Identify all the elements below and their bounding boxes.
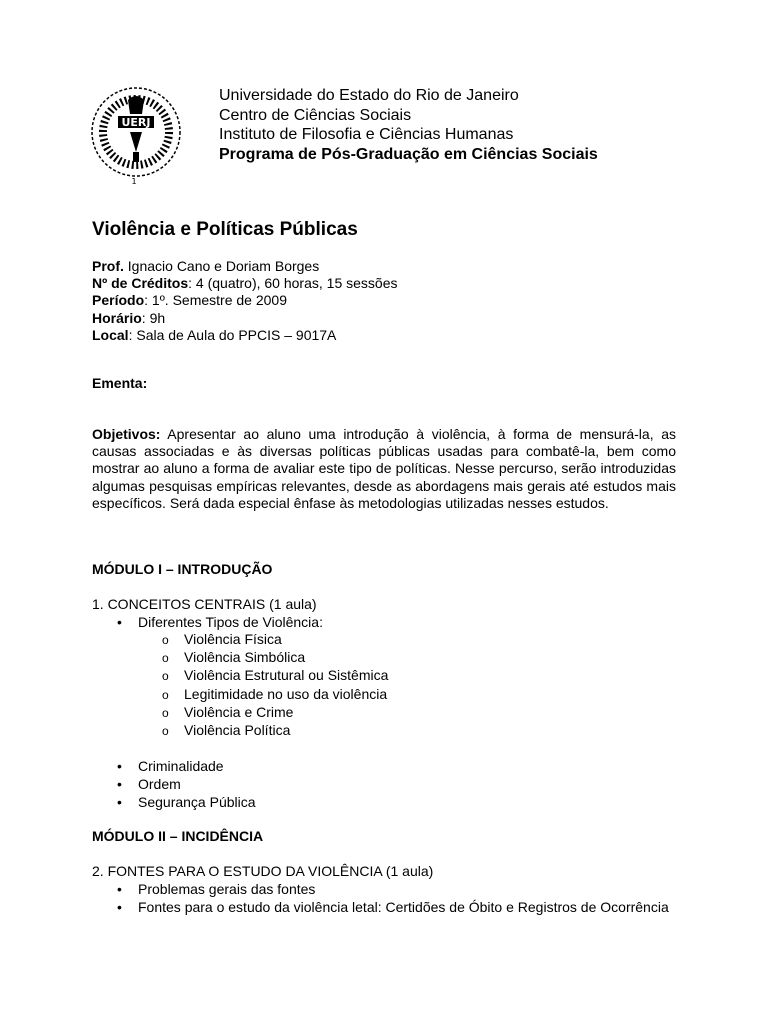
info-location-label: Local	[92, 326, 129, 343]
list-item	[114, 775, 694, 793]
sublist-item-text: Violência Estrutural ou Sistêmica	[184, 667, 389, 684]
list-item	[114, 880, 694, 898]
info-credits-label: Nº de Créditos	[92, 275, 189, 292]
info-schedule	[92, 310, 397, 327]
info-credits-value: : 4 (quatro), 60 horas, 15 sessões	[188, 275, 398, 292]
program-name: Programa de Pós-Graduação em Ciências Sociais	[219, 145, 598, 163]
sub-bullet-icon: o	[162, 633, 169, 647]
uerj-seal-logo	[88, 80, 190, 190]
info-credits	[92, 275, 397, 292]
module-2-heading: MÓDULO II – INCIDÊNCIA	[92, 828, 264, 844]
list-item	[114, 793, 694, 811]
info-professors-label: Prof.	[92, 258, 124, 274]
sublist-item	[160, 685, 388, 703]
bullet-icon: •	[117, 899, 122, 915]
sublist-item-text: Violência Política	[184, 722, 291, 739]
course-title: Violência e Políticas Públicas	[92, 219, 358, 240]
list-item	[114, 757, 694, 775]
module-1-concepts-list	[114, 757, 694, 811]
sublist-item	[160, 630, 388, 648]
objectives-paragraph	[92, 426, 676, 512]
university-name: Universidade do Estado do Rio de Janeiro	[219, 87, 519, 104]
sub-bullet-icon: o	[162, 687, 169, 702]
sublist-item-text: Violência Física	[184, 631, 282, 647]
bullet-icon: •	[117, 758, 122, 774]
info-location	[92, 327, 397, 344]
course-info	[92, 258, 397, 344]
module-1-heading: MÓDULO I – INTRODUÇÃO	[92, 561, 273, 577]
info-professors	[92, 258, 397, 275]
list-item	[114, 613, 694, 631]
institute-name: Instituto de Filosofia e Ciências Humanas	[219, 126, 514, 143]
ementa-heading: Ementa:	[92, 375, 148, 391]
section-2-title: 2. FONTES PARA O ESTUDO DA VIOLÊNCIA (1 aula)	[92, 863, 434, 879]
bullet-icon: •	[117, 881, 122, 897]
section-1-title: 1. CONCEITOS CENTRAIS (1 aula)	[92, 596, 317, 612]
info-professors-value: Ignacio Cano e Doriam Borges	[123, 258, 320, 274]
list-item-text: Criminalidade	[138, 758, 224, 774]
sub-bullet-icon: o	[162, 724, 169, 739]
module-1-bullet-list	[114, 613, 694, 631]
objectives-label: Objetivos:	[92, 426, 161, 442]
violence-types-sublist	[160, 630, 388, 739]
sub-bullet-icon: o	[162, 669, 169, 684]
info-schedule-label: Horário	[92, 309, 142, 326]
bullet-icon: •	[117, 794, 122, 810]
sublist-item	[160, 703, 388, 721]
sub-bullet-icon: o	[162, 705, 169, 720]
info-schedule-value: : 9h	[141, 309, 166, 326]
list-item-text: Fontes para o estudo da violência letal: Certidões de Óbito e Registros de Ocorrência	[138, 899, 669, 915]
objectives-text: Apresentar ao aluno uma introdução à violência, à forma de mensurá-la, as causas associadas e às diversas políticas públicas usadas para combatê-la, bem como mostrar ao aluno a forma de avaliar este tipo de políticas. Nesse percurso, serão introduzidas algumas pesquisas empíricas relevantes, desde as abordagens mais gerais até estudos mais específicos. Será dada especial ênfase às metodologias utilizadas nesses estudos.	[92, 426, 676, 511]
list-item-text: Problemas gerais das fontes	[138, 881, 316, 897]
list-item-text: Diferentes Tipos de Violência:	[138, 614, 323, 630]
svg-text:1: 1	[131, 177, 137, 186]
module-2-bullet-list	[114, 880, 694, 916]
info-location-value: : Sala de Aula do PPCIS – 9017A	[128, 326, 337, 343]
sublist-item	[160, 666, 388, 684]
institution-header	[219, 86, 598, 164]
sublist-item-text: Violência e Crime	[184, 703, 294, 720]
info-period-label: Período	[92, 292, 145, 309]
info-period	[92, 292, 397, 309]
center-name: Centro de Ciências Sociais	[219, 106, 412, 124]
svg-text:UERJ: UERJ	[121, 116, 151, 129]
info-period-value: : 1º. Semestre de 2009	[144, 292, 287, 309]
bullet-icon: •	[117, 776, 122, 792]
sublist-item-text: Violência Simbólica	[184, 649, 306, 666]
bullet-icon: •	[117, 614, 122, 630]
list-item-text: Segurança Pública	[138, 794, 256, 810]
sublist-item	[160, 721, 388, 739]
sublist-item	[160, 648, 388, 666]
list-item-text: Ordem	[138, 776, 181, 792]
sublist-item-text: Legitimidade no uso da violência	[184, 685, 388, 702]
sub-bullet-icon: o	[162, 651, 169, 666]
list-item	[114, 898, 694, 916]
